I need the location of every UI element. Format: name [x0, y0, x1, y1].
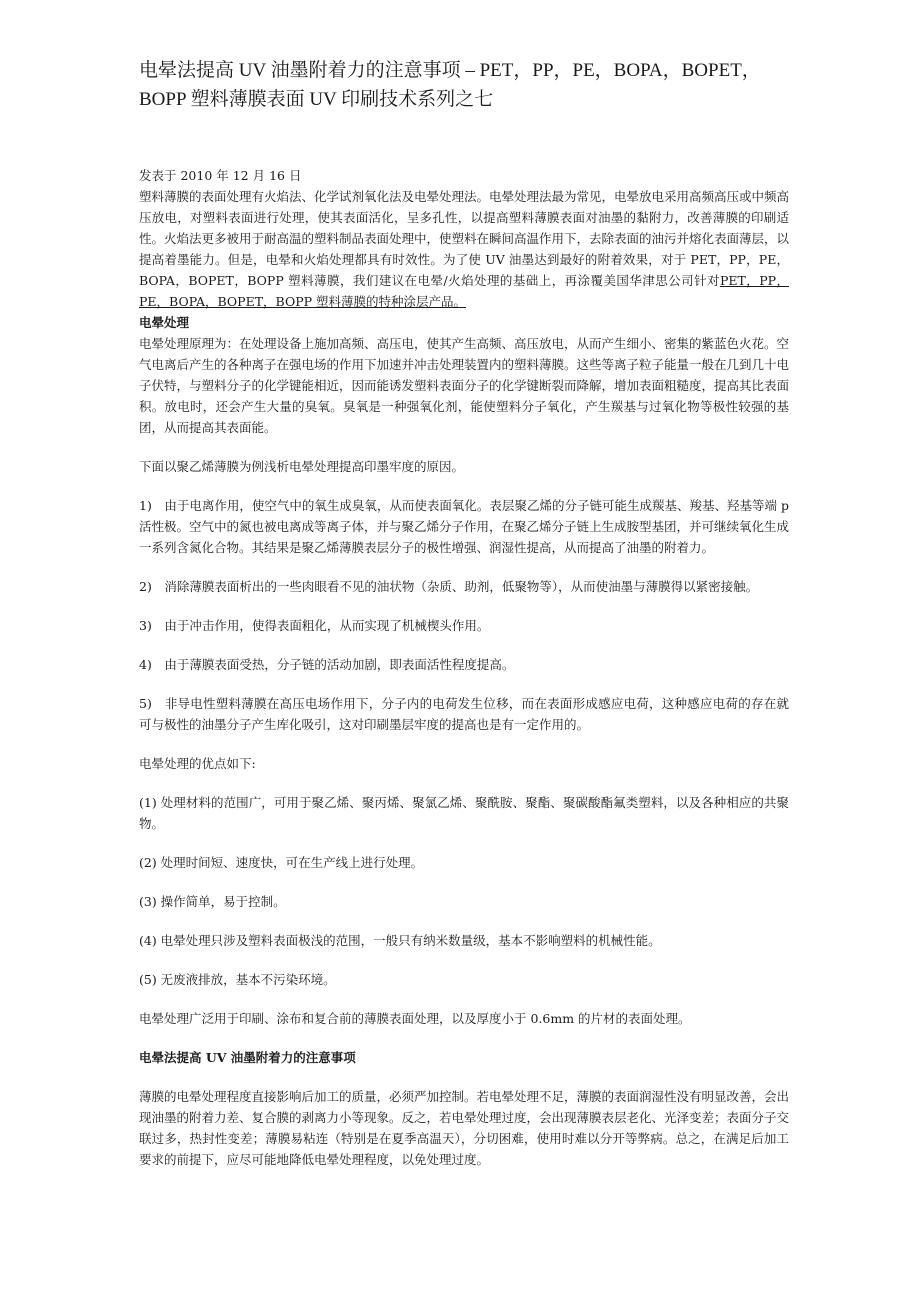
reason-item-4: 4) 由于薄膜表面受热，分子链的活动加剧，即表面活性程度提高。: [139, 657, 515, 672]
advantage-item-3: (3) 操作简单，易于控制。: [139, 894, 286, 909]
article-title: 电晕法提高 UV 油墨附着力的注意事项 – PET，PP，PE，BOPA，BOPET，BOPP 塑料薄膜表面 UV 印刷技术系列之七: [139, 60, 761, 110]
reason-item-1: 1) 由于电离作用，使空气中的氧生成臭氧，从而使表面氧化。表层聚乙烯的分子链可能生成羰基、羧基、羟基等端 p 活性极。空气中的氮也被电离成等离子体，并与聚乙烯分子作用，在聚乙烯分子链上生成胺型基团，并可继续氧化生成一系列含氮化合物。其结果是聚乙烯薄膜表层分子的极性增强、润湿性提高，从而提高了油墨的附着力。: [139, 498, 790, 555]
advantage-item-2: (2) 处理时间短、速度快，可在生产线上进行处理。: [139, 855, 424, 870]
corona-heading: 电晕处理: [139, 315, 190, 330]
post-date: 发表于 2010 年 12 月 16 日: [139, 168, 302, 183]
notes-paragraph: 薄膜的电晕处理程度直接影响后加工的质量，必须严加控制。若电晕处理不足，薄膜的表面润湿性没有明显改善，会出现油墨的附着力差、复合膜的剥离力小等现象。反之，若电晕处理过度，会出现薄膜表层老化、光泽变差；表面分子交联过多，热封性变差；薄膜易粘连（特别是在夏季高温天），分切困难，使用时难以分开等弊病。总之，在满足后加工要求的前提下，应尽可能地降低电晕处理程度，以免处理过度。: [139, 1089, 790, 1167]
advantage-item-5: (5) 无废液排放，基本不污染环境。: [139, 972, 336, 987]
intro-paragraph: [139, 186, 789, 312]
reason-item-5: 5) 非导电性塑料薄膜在高压电场作用下，分子内的电荷发生位移，而在表面形成感应电荷，这种感应电荷的存在就可与极性的油墨分子产生库化吸引，这对印刷墨层牢度的提高也是有一定作用的。: [139, 696, 789, 732]
pe-intro-paragraph: 下面以聚乙烯薄膜为例浅析电晕处理提高印墨牢度的原因。: [139, 459, 465, 474]
article: [139, 56, 789, 1170]
usage-paragraph: 电晕处理广泛用于印刷、涂布和复合前的薄膜表面处理，以及厚度小于 0.6mm 的片材的表面处理。: [139, 1011, 691, 1026]
advantage-item-4: (4) 电晕处理只涉及塑料表面极浅的范围，一般只有纳米数量级，基本不影响塑料的机械性能。: [139, 933, 661, 948]
reason-item-3: 3) 由于冲击作用，使得表面粗化，从而实现了机械楔头作用。: [139, 618, 490, 633]
advantages-intro: 电晕处理的优点如下:: [139, 756, 256, 771]
coating-products-link[interactable]: PET，PP，PE，BOPA，BOPET，BOPP 塑料薄膜的特种涂层产品。: [139, 273, 789, 309]
corona-principle-paragraph: 电晕处理原理为：在处理设备上施加高频、高压电，使其产生高频、高压放电，从而产生细小、密集的紫蓝色火花。空气电离后产生的各种离子在强电场的作用下加速并冲击处理装置内的塑料薄膜。这些等离子粒子能量一般在几到几十电子伏特，与塑料分子的化学键能相近，因而能诱发塑料表面分子的化学键断裂而降解，增加表面粗糙度，提高其比表面积。放电时，还会产生大量的臭氧。臭氧是一种强氧化剂，能使塑料分子氧化，产生羰基与过氧化物等极性较强的基团，从而提高其表面能。: [139, 336, 790, 435]
notes-heading: 电晕法提高 UV 油墨附着力的注意事项: [139, 1050, 356, 1065]
intro-text: 塑料薄膜的表面处理有火焰法、化学试剂氧化法及电晕处理法。电晕处理法最为常见，电晕放电采用高频高压或中频高压放电，对塑料表面进行处理，使其表面活化，呈多孔性，以提高塑料薄膜表面对油墨的黏附力，改善薄膜的印刷适性。火焰法更多被用于耐高温的塑料制品表面处理中，使塑料在瞬间高温作用下，去除表面的油污并熔化表面薄层，以提高着墨能力。但是，电晕和火焰处理都具有时效性。为了使 UV 油墨达到最好的附着效果，对于 PET，PP，PE，BOPA，BOPET，BOPP 塑料薄膜，我们建议在电晕/火焰处理的基础上，再涂覆美国华津思公司针对: [139, 189, 790, 288]
advantage-item-1: (1) 处理材料的范围广，可用于聚乙烯、聚丙烯、聚氯乙烯、聚酰胺、聚酯、聚碳酸酯氟类塑料，以及各种相应的共聚物。: [139, 795, 789, 831]
reason-item-2: 2) 消除薄膜表面析出的一些肉眼看不见的油状物（杂质、助剂，低聚物等），从而使油墨与薄膜得以紧密接触。: [139, 579, 759, 594]
